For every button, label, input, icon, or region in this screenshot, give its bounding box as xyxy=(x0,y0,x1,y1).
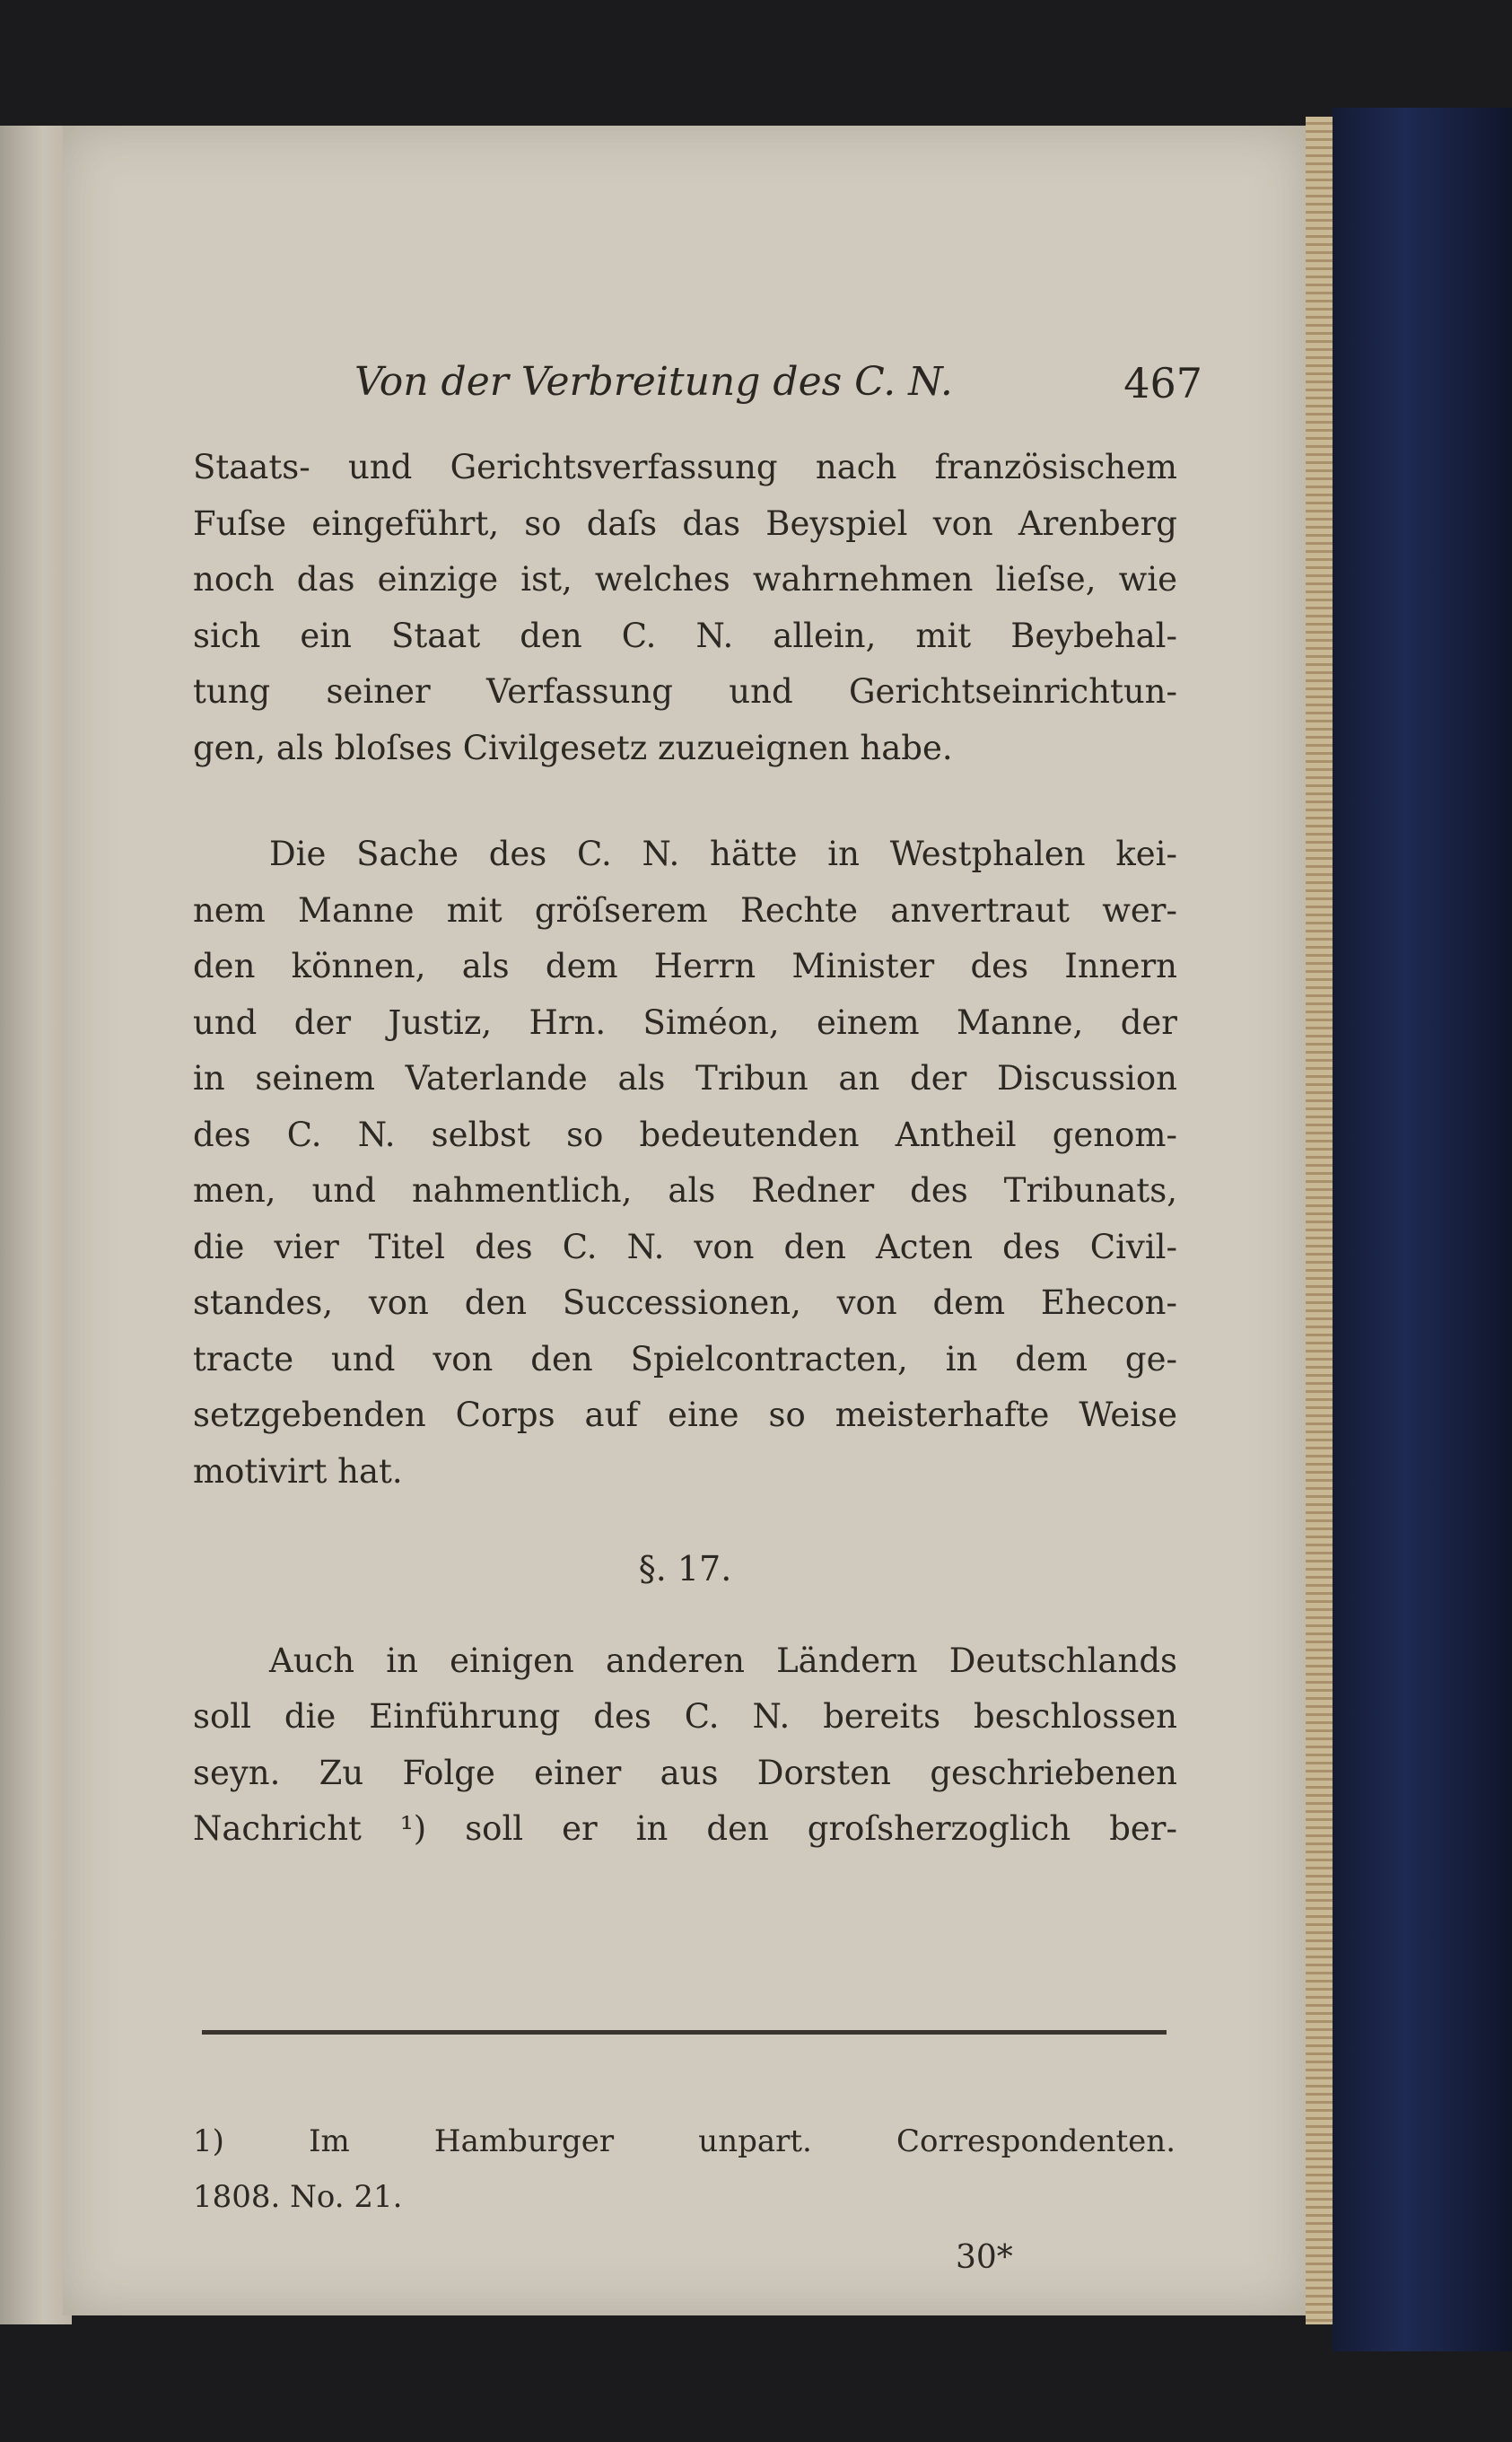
text-line: gen, als bloſses Civilgesetz zuzueignen habe. xyxy=(193,728,953,767)
text-line: die vier Titel des C. N. von den Acten des Civil- xyxy=(193,1227,1177,1266)
text-line: Staats- und Gerichtsverfassung nach französischem xyxy=(193,448,1177,486)
text-line: Fuſse eingeführt, so daſs das Beyspiel von Arenberg xyxy=(193,503,1177,543)
text-line: tracte und von den Spielcontracten, in dem ge- xyxy=(193,1339,1177,1379)
footnote xyxy=(193,2114,1176,2225)
text-line: nem Manne mit gröſserem Rechte anvertraut wer- xyxy=(193,890,1177,930)
text-line: tung seiner Verfassung und Gerichtseinrichtun- xyxy=(193,672,1177,711)
text-line: soll die Einführung des C. N. bereits beschlossen xyxy=(193,1697,1177,1736)
signature-mark: 30* xyxy=(956,2239,1013,2276)
section-heading: §. 17. xyxy=(638,1549,732,1589)
text-line: seyn. Zu Folge einer aus Dorsten geschriebenen xyxy=(193,1753,1177,1792)
book-spine xyxy=(1333,108,1512,2351)
footnote-line: 1808. No. 21. xyxy=(193,2179,403,2215)
text-line: Nachricht ¹) soll er in den groſsherzoglich ber- xyxy=(193,1809,1177,1848)
paragraph-3 xyxy=(193,1633,1177,1858)
text-line: Auch in einigen anderen Ländern Deutschlands xyxy=(269,1641,1177,1680)
running-title: Von der Verbreitung des C. N. xyxy=(354,359,953,405)
text-line: sich ein Staat den C. N. allein, mit Beybehal- xyxy=(193,616,1177,655)
text-line: den können, als dem Herrn Minister des Innern xyxy=(193,947,1177,985)
text-line: noch das einzige ist, welches wahrnehmen lieſse, wie xyxy=(193,560,1177,599)
paragraph-gap xyxy=(193,776,1177,827)
text-line: Die Sache des C. N. hätte in Westphalen kei- xyxy=(269,835,1177,873)
text-line: motivirt hat. xyxy=(193,1451,403,1491)
text-line: men, und nahmentlich, als Redner des Tribunats, xyxy=(193,1171,1177,1210)
text-line: und der Justiz, Hrn. Siméon, einem Manne, der xyxy=(193,1002,1177,1042)
footnote-line: 1) Im Hamburger unpart. Correspondenten. xyxy=(193,2123,1176,2159)
text-line: setzgebenden Corps auf eine so meisterhafte Weise xyxy=(193,1396,1177,1434)
text-line: standes, von den Successionen, von dem Ehecon- xyxy=(193,1283,1177,1322)
book-page xyxy=(63,126,1306,2315)
footnote-rule xyxy=(202,2030,1167,2035)
paragraph-2 xyxy=(193,827,1177,1500)
text-line: in seinem Vaterlande als Tribun an der Discussion xyxy=(193,1059,1177,1098)
paragraph-1 xyxy=(193,440,1177,776)
page-body xyxy=(193,440,1177,1858)
text-line: des C. N. selbst so bedeutenden Antheil genom- xyxy=(193,1115,1177,1154)
page-block-edge xyxy=(1306,117,1333,2324)
left-page-edge xyxy=(0,126,72,2324)
page-number: 467 xyxy=(1123,359,1202,407)
